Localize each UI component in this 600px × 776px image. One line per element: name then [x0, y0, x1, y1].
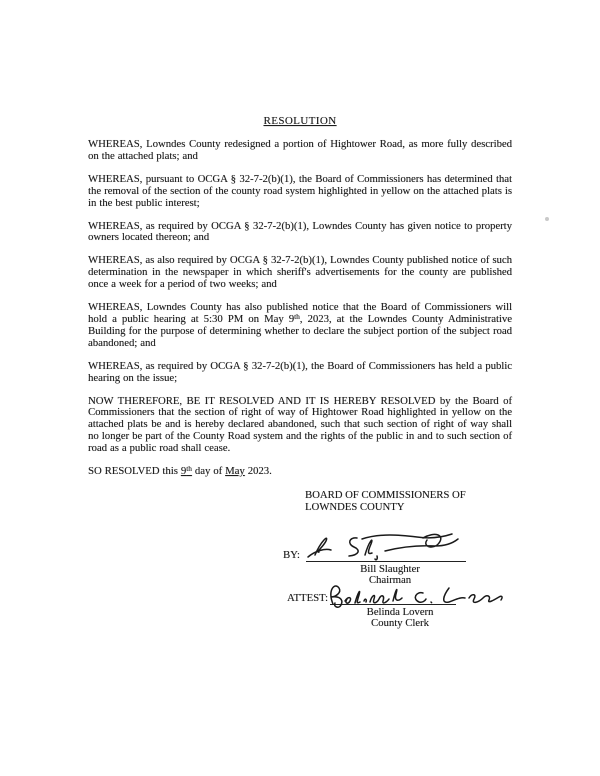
by-signature-row [283, 547, 512, 562]
paragraph: WHEREAS, pursuant to OCGA § 32-7-2(b)(1), the Board of Commissioners has determined that the removal of the section of the county road system highlighted in yellow on the attached plats is in the best public interest; [88, 172, 512, 209]
scan-artifact-speck [545, 217, 549, 221]
paragraph: WHEREAS, as required by OCGA § 32-7-2(b)(1), Lowndes County has given notice to property owners located thereon; and [88, 219, 512, 244]
clerk-title: County Clerk [371, 617, 429, 630]
chairman-name: Bill Slaughter [360, 562, 420, 575]
paragraph: WHEREAS, as also required by OCGA § 32-7-2(b)(1), Lowndes County published notice of such determination in the newspaper in which sheriff's advertisements for the county are published once a week for a period of two weeks; and [88, 254, 512, 291]
clerk-signature-line [330, 590, 456, 605]
attest-label: ATTEST: [287, 592, 329, 605]
paragraph: WHEREAS, Lowndes County redesigned a portion of Hightower Road, as more fully described on the attached plats; and [88, 138, 512, 162]
chairman-signature-line [306, 547, 466, 562]
attest-signature-row [283, 590, 512, 605]
document-body [88, 139, 512, 478]
chairman-title: Chairman [368, 574, 412, 587]
paragraph: NOW THEREFORE, BE IT RESOLVED AND IT IS HEREBY RESOLVED by the Board of Commissioners that the section of right of way of Hightower Road highlighted in yellow on the attached plats be and is hereby declared abandoned, such that such section of right of way shall no longer be part of the County Road system and the rights of the public in and to such section of road as a public road shall cease. [88, 394, 512, 455]
board-name-line-1: BOARD OF COMMISSIONERS OF [305, 488, 466, 501]
closing-block [283, 489, 512, 630]
clerk-name: Belinda Lovern [366, 605, 434, 618]
paragraph: WHEREAS, as required by OCGA § 32-7-2(b)(1), the Board of Commissioners has held a public hearing on the issue; [88, 359, 512, 384]
by-label: BY: [283, 549, 300, 562]
board-name-line-2: LOWNDES COUNTY [305, 501, 405, 514]
paragraph: SO RESOLVED this 9th day of May 2023. [88, 464, 272, 478]
paragraph: WHEREAS, Lowndes County has also published notice that the Board of Commissioners will hold a public hearing at 5:30 PM on May 9th, 2023, at the Lowndes County Administrative Building for the purpose of determining whether to declare the subject portion of the subject road abandoned; and [88, 301, 512, 349]
document-title: RESOLUTION [263, 115, 337, 127]
